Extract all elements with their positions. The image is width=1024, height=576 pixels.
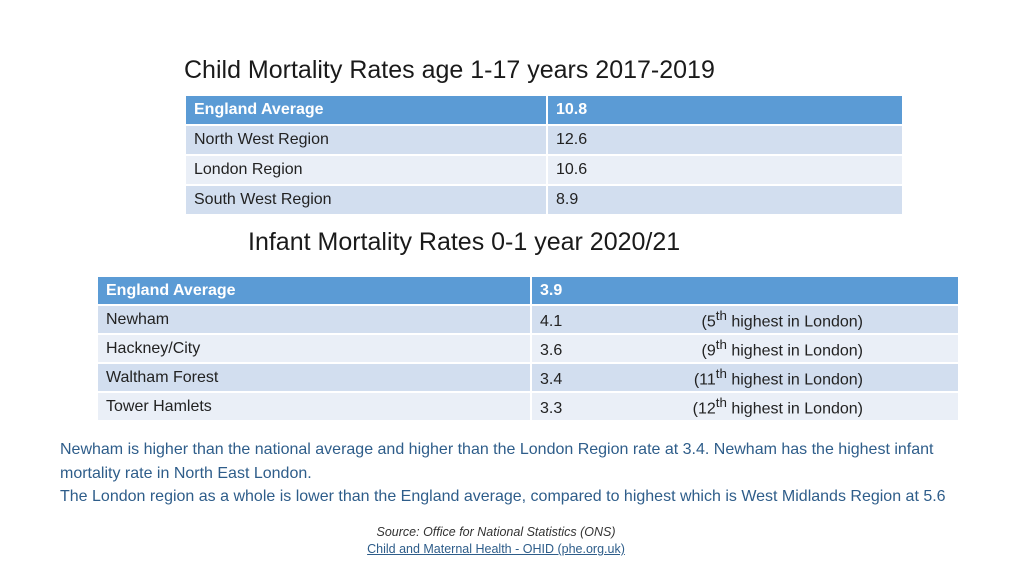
child-mortality-table	[184, 94, 904, 216]
row-value: 12.6	[547, 125, 903, 155]
row-value-cell	[531, 392, 959, 421]
row-value: 4.1	[540, 313, 563, 331]
london-rank: (12th highest in London)	[692, 394, 863, 418]
london-rank: (11th highest in London)	[693, 365, 863, 389]
summary-line-1: Newham is higher than the national average and higher than the London Region rate at 3.4. Newham has the highest infant mortality rate in North East London.	[60, 441, 934, 482]
row-value: 8.9	[547, 185, 903, 215]
table-row	[97, 392, 959, 421]
london-rank: (5th highest in London)	[701, 307, 863, 331]
table-row	[185, 125, 903, 155]
row-value-cell	[531, 363, 959, 392]
row-value: 3.6	[540, 342, 563, 360]
table-row	[185, 185, 903, 215]
source-link-wrapper	[0, 542, 996, 556]
london-rank: (9th highest in London)	[701, 336, 863, 360]
row-area: Tower Hamlets	[97, 392, 531, 421]
table-header-row	[97, 276, 959, 305]
infant-mortality-title: Infant Mortality Rates 0-1 year 2020/21	[248, 228, 681, 256]
header-area: England Average	[97, 276, 531, 305]
row-value-cell	[531, 334, 959, 363]
table-row	[97, 363, 959, 392]
source-caption: Source: Office for National Statistics (ONS)	[376, 525, 616, 539]
row-area: South West Region	[185, 185, 547, 215]
row-area: Hackney/City	[97, 334, 531, 363]
source-link[interactable]: Child and Maternal Health - OHID (phe.org.uk)	[367, 542, 625, 556]
row-value: 10.6	[547, 155, 903, 185]
header-value: 10.8	[547, 95, 903, 125]
table-row	[185, 155, 903, 185]
row-value-cell	[531, 305, 959, 334]
summary-line-2: The London region as a whole is lower than the England average, compared to highest which is West Midlands Region at 5.6	[60, 488, 946, 505]
row-value: 3.3	[540, 400, 563, 418]
table-header-row	[185, 95, 903, 125]
table-row	[97, 334, 959, 363]
row-area: Waltham Forest	[97, 363, 531, 392]
header-value: 3.9	[531, 276, 959, 305]
row-area: London Region	[185, 155, 547, 185]
header-area: England Average	[185, 95, 547, 125]
summary-text	[60, 438, 960, 509]
child-mortality-title: Child Mortality Rates age 1-17 years 2017-2019	[184, 56, 715, 84]
row-area: Newham	[97, 305, 531, 334]
row-value: 3.4	[540, 371, 563, 389]
table-row	[97, 305, 959, 334]
row-area: North West Region	[185, 125, 547, 155]
infant-mortality-table	[96, 275, 960, 422]
